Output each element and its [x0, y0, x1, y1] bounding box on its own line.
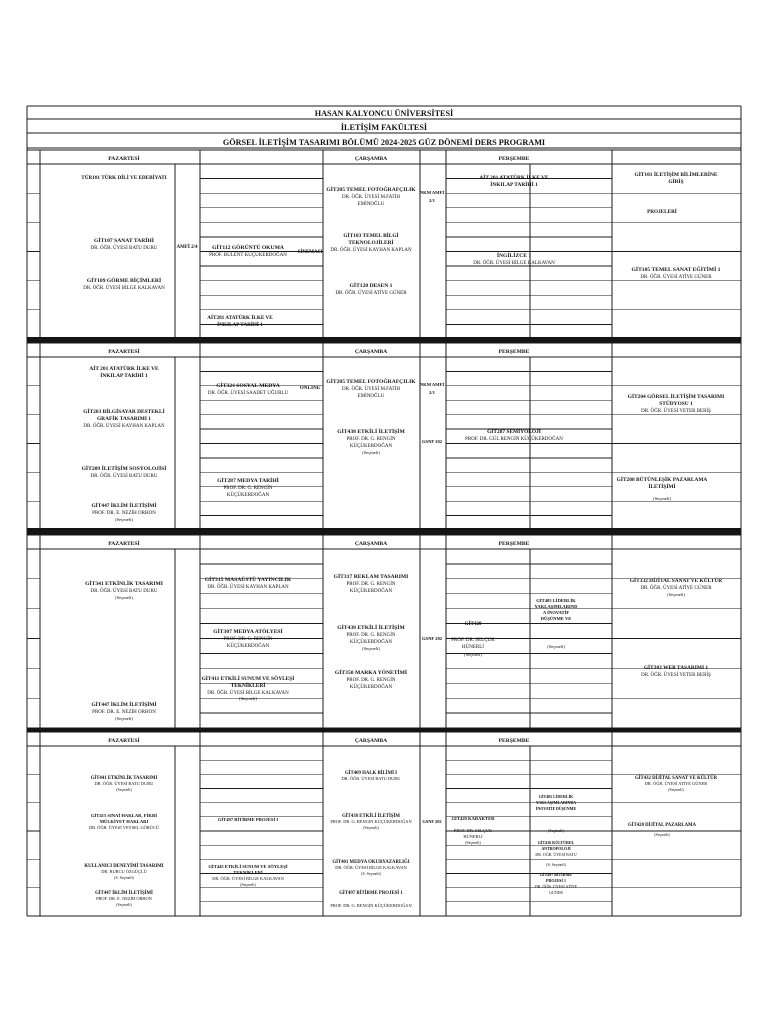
course-cell-monday: PROF. DR. E. NEZİH ORHON	[92, 511, 156, 516]
course-cell-wednesday: PROF. DR. G. RENGİN	[346, 678, 396, 683]
course-cell-wednesday: KÜÇÜKERDOĞAN	[349, 589, 393, 594]
day-header-thursday: PERŞEMBE	[498, 349, 530, 355]
course-cell-thursday: İNOVATİF DÜŞÜNME	[535, 806, 577, 811]
day-header-wednesday: ÇARŞAMBA	[354, 349, 388, 355]
course-cell-extra: DR. ÖĞR. ÜYESİ ATİYE GÜNER	[640, 275, 712, 280]
course-cell-monday: İNKILAP TARİHİ 1	[217, 322, 263, 328]
course-cell-monday: TEKNİKLERİ	[233, 870, 263, 875]
course-cell-extra: (Seçmeli)	[667, 592, 685, 597]
course-cell-thursday: GİT497 BİTİRME	[539, 872, 573, 877]
course-cell-monday: AMFİ 2/4	[176, 245, 198, 250]
course-cell-thursday: (Seçmeli)	[464, 652, 482, 657]
course-cell-wednesday: GİT438 ETKİLİ İLETİŞİM	[337, 429, 405, 435]
course-cell-monday: GİT445 ETKİLİ SUNUM VE SÖYLEŞİ	[208, 864, 288, 869]
course-cell-extra: GİT432 DİJİTAL SANAT VE KÜLTÜR	[634, 776, 718, 781]
course-cell-thursday: (Seçmeli)	[547, 644, 565, 649]
course-cell-wednesday: DR. ÖĞR. ÜYESİ ATİYE GÜNER	[335, 291, 407, 296]
course-cell-extra: DR. ÖĞR. ÜYESİ YETER BERİŞ	[641, 409, 711, 414]
course-cell-monday: DR. ÖĞR. ÜYESİ BATU DURU	[90, 589, 158, 594]
course-cell-monday: PROF. DR. G. RENGİN	[223, 486, 273, 491]
course-cell-thursday: DR. ÖĞR. ÜYESİ BİLGE KALKAVAN	[473, 261, 555, 266]
course-cell-thursday: (S. Seçmeli)	[546, 862, 566, 867]
course-cell-monday: GİT307 MEDYA ATÖLYESİ	[213, 629, 283, 635]
course-cell-monday: GİT209 İLETİŞİM SOSYOLOJİSİ	[81, 466, 167, 472]
course-cell-monday: (Seçmeli)	[115, 517, 133, 522]
course-cell-wednesday: KÜÇÜKERDOĞAN	[349, 685, 393, 690]
course-cell-thursday: DR. ÖĞR. ÜYESİ ATİYE	[534, 884, 578, 889]
day-header-monday: PAZARTESİ	[108, 738, 140, 744]
course-cell-thursday: (Seçmeli)	[465, 840, 481, 845]
course-cell-extra: GİT303 WEB TASARIMI 1	[643, 665, 709, 671]
course-cell-extra: PROJELERİ	[647, 209, 677, 215]
course-cell-extra: İLETİŞİMİ	[648, 484, 676, 490]
course-cell-wednesday: GİT120 DESEN 1	[349, 283, 393, 289]
course-cell-wednesday: GİT205 TEMEL FOTOĞRAFÇILIK	[326, 187, 416, 193]
course-cell-wednesday: 2/1	[429, 198, 435, 203]
day-header-monday: PAZARTESİ	[108, 541, 140, 547]
course-cell-monday: PROF. DR. E. NEZİH ORHON	[96, 896, 152, 901]
course-cell-monday: KÜÇÜKERDOĞAN	[226, 644, 270, 649]
day-header-wednesday: ÇARŞAMBA	[354, 541, 388, 547]
course-cell-extra: GİT101 İLETİŞİM BİLİMLERİNE	[634, 172, 718, 178]
course-cell-extra: (Seçmeli)	[668, 787, 684, 792]
course-cell-thursday: HÜNERLİ	[462, 645, 484, 650]
course-cell-monday: ONLINE	[299, 385, 321, 391]
course-cell-monday: GİT341 ETKİNLİK TASARIMI	[85, 581, 163, 587]
course-cell-monday: GİT447 İKLİM İLETİŞİMİ	[95, 891, 153, 896]
course-cell-wednesday: (Seçmeli)	[363, 825, 379, 830]
course-cell-monday: AİT 201 ATATÜRK İLKE VE	[89, 366, 159, 372]
course-cell-thursday: PROF. DR. GÜL RENGİN KÜÇÜKERDOĞAN	[465, 437, 563, 442]
course-cell-monday: TÜR101 TÜRK DİLİ VE EDEBİYATI	[81, 175, 167, 181]
day-header-wednesday: ÇARŞAMBA	[354, 156, 388, 162]
course-cell-wednesday: GSNF 202	[421, 439, 443, 444]
course-cell-thursday: A İNOVATİF	[542, 610, 570, 615]
course-cell-thursday: GÜNER	[549, 890, 563, 895]
course-cell-wednesday: GİT401 MEDYA OKURYAZARLIĞI	[332, 860, 410, 865]
course-cell-extra: (Seçmeli)	[653, 496, 671, 501]
course-cell-monday: DR. ÖĞR. ÜYESİ BİLGE KALKAVAN	[83, 286, 165, 291]
course-cell-wednesday: DR. ÖĞR. ÜYESİ BATU DURU	[341, 776, 401, 781]
section-divider	[27, 728, 741, 732]
course-cell-wednesday: PROF. DR. G. RENGİN	[346, 582, 396, 587]
course-cell-monday: DR. ÖĞR. ÜYESİ BİLGE KALKAVAN	[212, 876, 284, 881]
course-cell-wednesday: DR. ÖĞR. ÜYESİ KAYHAN KAPLAN	[330, 248, 412, 253]
course-cell-monday: KULLANICI DENEYİMİ TASARIMI	[84, 864, 164, 869]
course-cell-monday: DR. BURCU ÖZGÜÇLÜ	[101, 869, 147, 874]
course-cell-monday: PROF. DR. E. NEZİH ORHON	[92, 710, 156, 715]
course-cell-monday: DR. ÖĞR. ÜYESİ BATU DURU	[90, 474, 158, 479]
day-header-monday: PAZARTESİ	[108, 156, 140, 162]
course-cell-extra: GİRİŞ	[668, 179, 684, 185]
course-cell-thursday: (Seçmeli)	[548, 828, 564, 833]
course-cell-wednesday: GSNF 202	[421, 636, 443, 641]
course-cell-wednesday: PROF. DR. G. RENGİN KÜÇÜKERDOĞAN	[330, 819, 412, 824]
course-cell-monday: PROF. DR. G. RENGİN	[223, 637, 273, 642]
course-cell-thursday: GİT405 LİDERLİK	[536, 598, 576, 603]
course-cell-monday: GİT447 İKLİM İLETİŞİMİ	[91, 702, 157, 708]
day-header-wednesday: ÇARŞAMBA	[354, 738, 388, 744]
course-cell-wednesday: NKM AMFİ	[419, 382, 445, 387]
course-cell-wednesday: (Seçmeli)	[362, 450, 380, 455]
course-cell-extra: GİT208 BÜTÜNLEŞİK PAZARLAMA	[616, 477, 708, 483]
course-cell-thursday: ANTROPOLOJİ	[541, 846, 571, 851]
course-cell-wednesday: PROF. DR. G. RENGİN	[346, 633, 396, 638]
course-cell-monday: (Seçmeli)	[239, 696, 257, 701]
course-cell-thursday: PROJESİ 1	[546, 878, 566, 883]
course-cell-thursday: GİT287 SEMİYOLOJİ	[487, 429, 541, 435]
course-cell-wednesday: GİT438 ETKİLİ İLETİŞİM	[337, 625, 405, 631]
section-divider	[27, 337, 741, 341]
course-cell-monday: GİT324 SOSYAL MEDYA	[216, 383, 280, 389]
course-cell-monday: (Seçmeli)	[240, 882, 256, 887]
course-cell-monday: DR. ÖĞR. ÜYESİ VEYSEL GÖRÜCÜ	[88, 825, 160, 830]
day-header-thursday: PERŞEMBE	[498, 541, 530, 547]
course-cell-monday: DR. ÖĞR. ÜYESİ SAADET UĞURLU	[207, 391, 289, 396]
course-cell-monday: İNKILAP TARİHİ 1	[100, 373, 148, 379]
day-header-thursday: PERŞEMBE	[498, 738, 530, 744]
course-cell-monday: GİT109 GÖRME BİÇİMLERİ	[86, 278, 162, 284]
course-cell-wednesday: TEKNOLOJİLERİ	[348, 240, 394, 246]
course-cell-wednesday: GSNF 202	[422, 819, 442, 824]
course-cell-monday: SİNEMASI	[297, 250, 323, 255]
course-cell-extra: DR. ÖĞR. ÜYESİ ATİYE GÜNER	[640, 586, 712, 591]
course-cell-thursday: GİT429	[464, 622, 482, 627]
course-cell-extra: STÜDYOSU 1	[659, 401, 693, 407]
course-cell-wednesday: (Seçmeli)	[362, 646, 380, 651]
course-cell-wednesday: EMİNOĞLU	[357, 394, 385, 399]
course-cell-monday: GİT315 MASAÜSTÜ YAYINCILIK	[204, 577, 292, 583]
course-cell-wednesday: PROF. DR. G. RENGİN	[346, 437, 396, 442]
course-cell-wednesday: (S. Seçmeli)	[361, 871, 381, 876]
course-cell-thursday: HÜNERLİ	[463, 834, 483, 839]
course-cell-monday: GİT287 MEDYA TARİHİ	[217, 478, 279, 484]
course-cell-monday: DR. ÖĞR. ÜYESİ KAYHAN KAPLAN	[83, 424, 165, 429]
faculty-title: İLETİŞİM FAKÜLTESİ	[340, 123, 428, 132]
course-cell-wednesday: GİT438 ETKİLİ İLETİŞİM	[342, 814, 400, 819]
course-cell-extra: (Seçmeli)	[654, 832, 670, 837]
course-cell-wednesday: GİT497 BİTİRME PROJESİ 1	[339, 891, 403, 896]
course-cell-thursday: PROF. DR. SELÇUK	[451, 638, 495, 643]
course-cell-wednesday: PROF. DR. G. RENGİN KÜÇÜKERDOĞAN	[330, 903, 412, 908]
course-cell-monday: DR. ÖĞR. ÜYESİ BATU DURU	[94, 781, 154, 786]
course-cell-monday: DR. ÖĞR. ÜYESİ BATU DURU	[90, 246, 158, 251]
course-cell-monday: DR. ÖĞR. ÜYESİ KAYHAN KAPLAN	[207, 585, 289, 590]
course-cell-extra: GİT420 DİJİTAL PAZARLAMA	[627, 823, 697, 828]
course-cell-wednesday: NKM AMFİ	[419, 190, 445, 195]
course-cell-wednesday: DR. ÖĞR. ÜYESİ BİLGE KALKAVAN	[335, 865, 407, 870]
course-cell-extra: GİT105 TEMEL SANAT EĞİTİMİ 1	[631, 267, 721, 273]
section-divider	[27, 528, 741, 532]
day-header-thursday: PERŞEMBE	[498, 156, 530, 162]
course-cell-thursday: PROF. DR. SELÇUK	[453, 828, 493, 833]
course-cell-wednesday: GİT103 TEMEL BİLGİ	[343, 233, 399, 239]
course-cell-monday: GİT415 SINAİ HAKLAR, FİKRİ	[90, 813, 158, 818]
university-title: HASAN KALYONCU ÜNİVERSİTESİ	[314, 109, 454, 118]
course-cell-thursday: İNGİLİZCE 1	[496, 253, 532, 259]
course-cell-monday: DR. ÖĞR. ÜYESİ BİLGE KALKAVAN	[207, 691, 289, 696]
course-cell-wednesday: GİT409 HALK BİLİMİ I	[344, 771, 398, 776]
course-cell-monday: (Seçmeli)	[116, 787, 132, 792]
course-cell-thursday: İNKILAP TARİHİ 1	[490, 182, 538, 188]
course-cell-monday: (Seçmeli)	[116, 902, 132, 907]
course-cell-thursday: DR. ÖĞR. ÜYESİ BATU	[535, 852, 577, 857]
course-cell-monday: (Seçmeli)	[115, 716, 133, 721]
course-cell-thursday: YAKLAŞIMLARINDA	[535, 800, 577, 805]
course-cell-extra: GİT204 GÖRSEL İLETİŞİM TASARIMI	[627, 394, 725, 400]
course-cell-monday: PROF. BÜLENT KÜÇÜKERDOĞAN	[209, 253, 287, 258]
course-cell-wednesday: EMİNOĞLU	[357, 202, 385, 207]
course-cell-extra: DR. ÖĞR. ÜYESİ ATİYE GÜNER	[644, 781, 708, 786]
course-cell-monday: TEKNİKLERİ	[230, 683, 266, 689]
program-title: GÖRSEL İLETİŞİM TASARIMI BÖLÜMÜ 2024-2025 GÜZ DÖNEMİ DERS PROGRAMI	[222, 138, 546, 147]
course-cell-monday: GİT447 İKLİM İLETİŞİMİ	[91, 503, 157, 509]
course-cell-extra: DR. ÖĞR. ÜYESİ YETER BERİŞ	[641, 673, 711, 678]
course-cell-wednesday: KÜÇÜKERDOĞAN	[349, 640, 393, 645]
course-cell-wednesday: GİT205 TEMEL FOTOĞRAFÇILIK	[326, 379, 416, 385]
course-cell-monday: GİT441 ETKİNLİK TASARIMI	[90, 776, 158, 781]
course-cell-monday: AİT281 ATATÜRK İLKE VE	[207, 315, 273, 321]
course-cell-wednesday: KÜÇÜKERDOĞAN	[349, 444, 393, 449]
course-cell-monday: GİT411 ETKİLİ SUNUM VE SÖYLEŞİ	[201, 676, 295, 682]
course-cell-monday: GİT107 SANAT TARİHİ	[94, 238, 154, 244]
table-texts	[81, 108, 724, 908]
course-cell-wednesday: DR. ÖĞR. ÜYESİ M.FATİH	[342, 387, 400, 392]
course-cell-monday: MÜLKİYET HAKLARI	[99, 819, 149, 824]
course-cell-thursday: DÜŞÜNME VE	[540, 616, 572, 621]
course-cell-wednesday: GİT317 REKLAM TASARIMI	[333, 574, 409, 580]
course-cell-thursday: GİT416 KÜLTÜREL	[537, 840, 575, 845]
course-cell-monday: GRAFİK TASARIMI 1	[96, 416, 152, 422]
course-cell-monday: (Seçmeli)	[115, 595, 133, 600]
course-cell-thursday: YAKLAŞIMLARIND	[534, 604, 578, 609]
course-cell-monday: GİT112 GÖRÜNTÜ OKUMA	[212, 245, 284, 251]
course-cell-monday: (S. Seçmeli)	[114, 875, 134, 880]
course-cell-wednesday: 2/1	[429, 390, 435, 395]
day-header-monday: PAZARTESİ	[108, 349, 140, 355]
course-cell-thursday: AİT 201 ATATÜRK İLKE VE	[479, 175, 549, 181]
course-cell-thursday: GİT429 KARAKTER	[451, 816, 495, 821]
course-cell-monday: GİT497 BİTİRME PROJESİ I	[217, 817, 279, 822]
course-cell-monday: KÜÇÜKERDOĞAN	[226, 493, 270, 498]
course-cell-wednesday: DR. ÖĞR. ÜYESİ M.FATİH	[342, 195, 400, 200]
course-cell-wednesday: GİT350 MARKA YÖNETİMİ	[334, 670, 408, 676]
course-cell-extra: GİT332 DİJİTAL SANAT VE KÜLTÜR	[629, 578, 723, 584]
course-cell-thursday: GİT405 LİDERLİK	[538, 794, 574, 799]
course-cell-monday: GİT203 BİLGİSAYAR DESTEKLİ	[83, 409, 165, 415]
